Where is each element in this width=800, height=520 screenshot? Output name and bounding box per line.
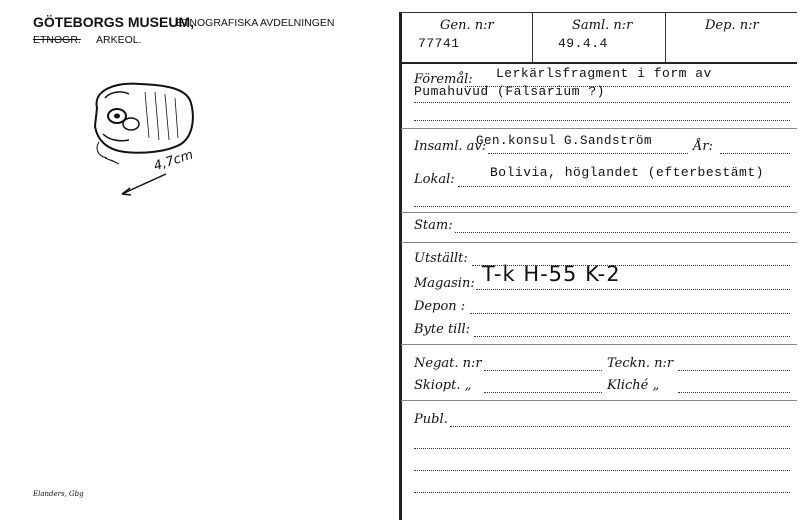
- card-left-border: [399, 12, 402, 520]
- printer-imprint: Elanders, Gbg: [33, 490, 84, 498]
- struck-ethnography-label: ETNOGR.: [33, 34, 81, 46]
- skiopt-label: Skiopt. „: [414, 378, 472, 393]
- insaml-label: Insaml. av:: [414, 139, 487, 154]
- stam-label: Stam:: [414, 218, 453, 233]
- utstallt-label: Utställt:: [414, 251, 468, 266]
- publ-dotted-line-4: [414, 492, 790, 493]
- gen-number-value: 77741: [418, 36, 460, 51]
- stam-dotted-line: [455, 232, 790, 233]
- kliche-label: Kliché „: [607, 378, 660, 393]
- ar-label: År:: [693, 139, 713, 154]
- insaml-dotted-line: [488, 153, 688, 154]
- kliche-dotted-line: [678, 392, 790, 393]
- skiopt-dotted-line: [484, 392, 602, 393]
- publ-label: Publ.: [414, 412, 448, 427]
- foremal-label: Föremål:: [414, 72, 473, 87]
- section-rule-5: [401, 400, 797, 401]
- byte-till-label: Byte till:: [414, 322, 471, 337]
- section-rule-4: [401, 344, 797, 345]
- depon-label: Depon :: [414, 299, 466, 314]
- lokal-dotted-line-2: [414, 206, 790, 207]
- publ-dotted-line-3: [414, 470, 790, 471]
- magasin-dotted-line: [476, 289, 790, 290]
- dep-number-label: Dep. n:r: [705, 18, 759, 33]
- archaeology-label: ARKEOL.: [96, 34, 142, 46]
- magasin-value: T-k H-55 K-2: [482, 262, 621, 286]
- teckn-label: Teckn. n:r: [607, 356, 674, 371]
- publ-dotted-line-2: [414, 448, 790, 449]
- section-rule-1: [401, 128, 797, 129]
- byte-till-dotted-line: [474, 336, 790, 337]
- section-rule-3: [401, 242, 797, 243]
- negat-dotted-line: [484, 370, 602, 371]
- teckn-dotted-line: [678, 370, 790, 371]
- depon-dotted-line: [470, 313, 790, 314]
- negat-label: Negat. n:r: [414, 356, 482, 371]
- lokal-dotted-line-1: [458, 186, 790, 187]
- department-name: ETNOGRAFISKA AVDELNINGEN: [176, 17, 335, 29]
- card-header-divider: [401, 62, 797, 64]
- lokal-value: Bolivia, höglandet (efterbestämt): [490, 165, 764, 180]
- insaml-value: Gen.konsul G.Sandström: [476, 134, 653, 148]
- lokal-label: Lokal:: [414, 172, 455, 187]
- publ-dotted-line-1: [450, 426, 790, 427]
- card-top-border: [401, 12, 797, 13]
- magasin-label: Magasin:: [414, 276, 475, 291]
- gen-number-label: Gen. n:r: [440, 18, 494, 33]
- ar-dotted-line: [720, 153, 790, 154]
- foremal-line-1: Lerkärlsfragment i form av: [496, 66, 712, 81]
- size-arrow-icon: [118, 170, 168, 198]
- saml-number-value: 49.4.4: [558, 36, 608, 51]
- saml-number-label: Saml. n:r: [572, 18, 633, 33]
- foremal-line-2: Pumahuvud (Falsarium ?): [414, 84, 605, 99]
- size-note: 4,7cm: [152, 147, 196, 175]
- section-rule-2: [401, 212, 797, 213]
- card-header-col-divider-1: [532, 12, 533, 62]
- card-header-col-divider-2: [665, 12, 666, 62]
- foremal-dotted-line-2: [414, 102, 790, 103]
- museum-title: GÖTEBORGS MUSEUM,: [33, 14, 195, 30]
- foremal-dotted-line-3: [414, 120, 790, 121]
